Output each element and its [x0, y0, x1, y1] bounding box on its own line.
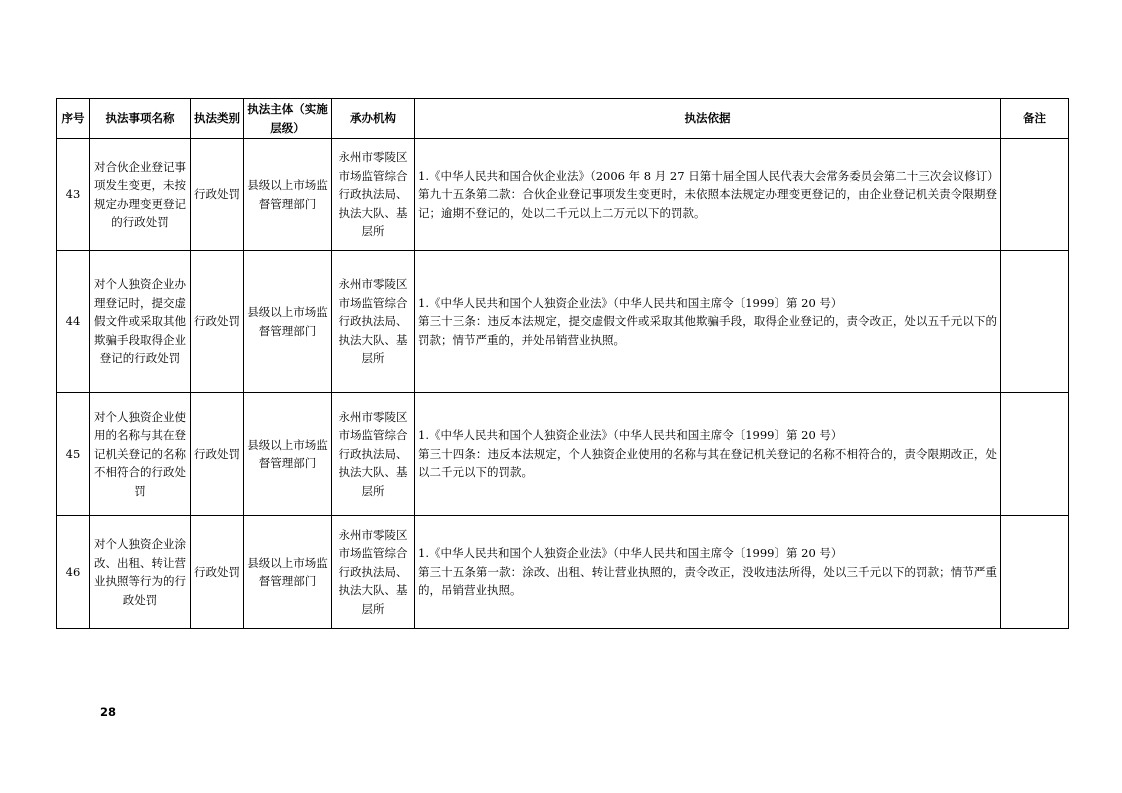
row-subject: 县级以上市场监督管理部门 [244, 251, 332, 393]
row-remark [1001, 139, 1069, 251]
row-seq: 46 [57, 516, 90, 629]
row-agency: 永州市零陵区市场监管综合行政执法局、执法大队、基层所 [332, 393, 415, 516]
header-subject: 执法主体（实施层级） [244, 99, 332, 139]
page-number: 28 [100, 705, 117, 719]
row-remark [1001, 516, 1069, 629]
row-subject: 县级以上市场监督管理部门 [244, 393, 332, 516]
row-seq: 45 [57, 393, 90, 516]
row-basis [415, 516, 1001, 629]
row-item-name: 对个人独资企业使用的名称与其在登记机关登记的名称不相符合的行政处罚 [90, 393, 191, 516]
row-seq: 44 [57, 251, 90, 393]
row-seq: 43 [57, 139, 90, 251]
basis-law-title: 1.《中华人民共和国个人独资企业法》（中华人民共和国主席令〔1999〕第 20 号） [418, 428, 843, 443]
row-agency: 永州市零陵区市场监管综合行政执法局、执法大队、基层所 [332, 139, 415, 251]
row-item-name: 对个人独资企业涂改、出租、转让营业执照等行为的行政处罚 [90, 516, 191, 629]
header-seq: 序号 [57, 99, 90, 139]
header-category: 执法类别 [191, 99, 244, 139]
header-remark: 备注 [1001, 99, 1069, 139]
header-item-name: 执法事项名称 [90, 99, 191, 139]
table-row [57, 139, 1069, 251]
row-item-name: 对个人独资企业办理登记时，提交虚假文件或采取其他欺骗手段取得企业登记的行政处罚 [90, 251, 191, 393]
row-remark [1001, 251, 1069, 393]
basis-law-title: 1.《中华人民共和国合伙企业法》（2006 年 8 月 27 日第十届全国人民代表大会常务委员会第二十三次会议修订） [418, 168, 999, 183]
basis-article: 第三十五条第一款：涂改、出租、转让营业执照的，责令改正，没收违法所得，处以三千元以下的罚款；情节严重的，吊销营业执照。 [418, 564, 997, 598]
basis-law-title: 1.《中华人民共和国个人独资企业法》（中华人民共和国主席令〔1999〕第 20 号） [418, 295, 843, 310]
basis-article: 第三十三条：违反本法规定，提交虚假文件或采取其他欺骗手段，取得企业登记的，责令改正，处以五千元以下的罚款；情节严重的，并处吊销营业执照。 [418, 314, 997, 347]
row-remark [1001, 393, 1069, 516]
row-agency: 永州市零陵区市场监管综合行政执法局、执法大队、基层所 [332, 251, 415, 393]
row-category: 行政处罚 [191, 139, 244, 251]
header-agency: 承办机构 [332, 99, 415, 139]
row-category: 行政处罚 [191, 393, 244, 516]
enforcement-items-table [56, 98, 1069, 629]
basis-law-title: 1.《中华人民共和国个人独资企业法》（中华人民共和国主席令〔1999〕第 20 号） [418, 546, 843, 561]
row-basis [415, 139, 1001, 251]
row-agency: 永州市零陵区市场监管综合行政执法局、执法大队、基层所 [332, 516, 415, 629]
row-subject: 县级以上市场监督管理部门 [244, 516, 332, 629]
header-basis: 执法依据 [415, 99, 1001, 139]
row-category: 行政处罚 [191, 516, 244, 629]
table-row [57, 393, 1069, 516]
basis-article: 第三十四条：违反本法规定，个人独资企业使用的名称与其在登记机关登记的名称不相符合的，责令限期改正，处以二千元以下的罚款。 [418, 446, 997, 480]
row-subject: 县级以上市场监督管理部门 [244, 139, 332, 251]
row-category: 行政处罚 [191, 251, 244, 393]
row-item-name: 对合伙企业登记事项发生变更，未按规定办理变更登记的行政处罚 [90, 139, 191, 251]
table-header-row [57, 99, 1069, 139]
row-basis [415, 393, 1001, 516]
basis-article: 第九十五条第二款：合伙企业登记事项发生变更时，未依照本法规定办理变更登记的，由企业登记机关责令限期登记；逾期不登记的，处以二千元以上二万元以下的罚款。 [418, 187, 997, 220]
row-basis [415, 251, 1001, 393]
table-row [57, 251, 1069, 393]
table-row [57, 516, 1069, 629]
